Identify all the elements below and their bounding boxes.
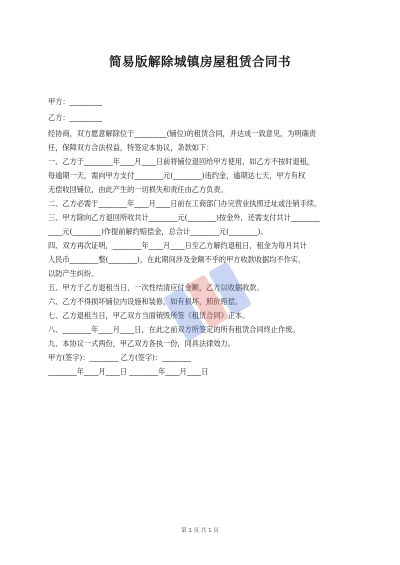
clause-6-line: 六、乙方不得损坏铺位内设施和装修，如有损坏，照价赔偿。 <box>48 297 243 306</box>
document-title: 简易版解除城镇房屋租赁合同书 <box>108 54 291 69</box>
clause-1-line-3: 无偿收回铺位，由此产生的一切损失和责任由乙方负责。 <box>48 185 228 194</box>
clause-8-line: 八、________年____月____日，在此之前双方所签定的所有租赁合同终止作废。 <box>48 325 300 334</box>
party-a-line: 甲方：_________ <box>48 97 102 106</box>
clause-9-line: 九、本协议一式两份，甲乙双方各执一份，同具法律效力。 <box>48 339 235 348</box>
intro-line-2: 任，保障双方合法权益，特签定本协议，条款如下： <box>48 143 214 152</box>
clause-1-line-2: 每逾期一天，需向甲方支付________元(________)违约金，逾期达七天，甲方有权 <box>48 171 306 180</box>
clause-4-line-1: 四、双方再次证明，________年____月____日至乙方解约退租日，租金为每月共计 <box>48 241 307 250</box>
signature-line: 甲方(签字)：________ 乙方(签字)：________ <box>48 353 191 362</box>
clause-2-line: 二、乙方必需于________年____月____日前在工商部门办完营业执照迁址或注销手续。 <box>48 199 322 208</box>
clause-4-line-3: 以防产生纠纷。 <box>48 269 99 278</box>
page-footer: 第 1 页 共 1 页 <box>181 528 219 534</box>
clause-3-line-1: 三、甲方除向乙方退回所收共计________元(________)按金外，还需支付共计________ <box>48 213 320 222</box>
intro-line-1: 经协商，双方愿意解除位于_________(铺位)的租赁合同，并达成一致意见，为明确责 <box>48 129 316 138</box>
date-line: ________年____月____日 ________年____月____日 <box>48 367 209 376</box>
clause-3-line-2: ____元(________)作提前解约赔偿金，总合计________元(________)。 <box>48 227 268 236</box>
party-b-line: 乙方：_________ <box>48 113 102 122</box>
clause-4-line-2: 人民币________整(________)，在此期间涉及金额不乎的甲方收款收据均不作实， <box>48 255 306 264</box>
clause-5-line: 五、甲方于乙方退租当日，一次性结清应付金额，乙方以收据收款。 <box>48 283 264 292</box>
clause-7-line: 七、乙方退租当日，甲乙双方当面销毁所签《租赁合同》正本。 <box>48 311 250 320</box>
clause-1-line-1: 一、乙方于________年____月____日前将铺位退回给甲方使用，如乙方不按时退租， <box>48 157 314 166</box>
